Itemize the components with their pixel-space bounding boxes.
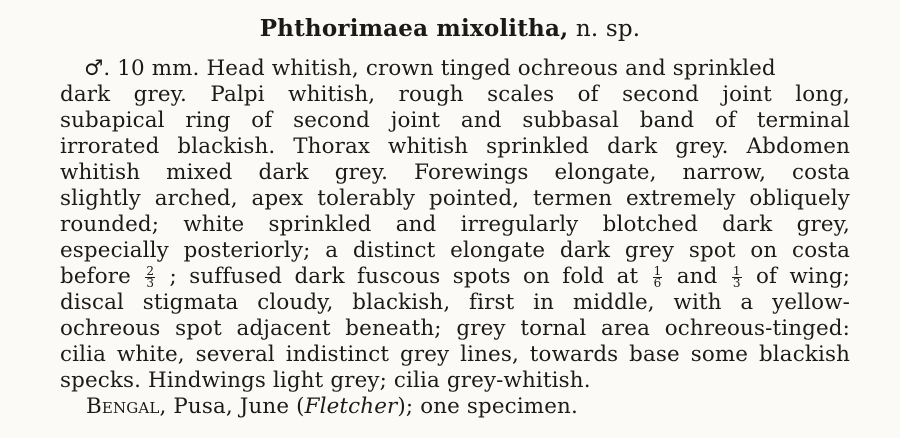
description-line-9 xyxy=(60,264,850,290)
species-name: Phthorimaea mixolitha, xyxy=(259,15,569,42)
description-line-4: irrorated blackish. Thorax whitish sprinkled dark grey. Abdomen xyxy=(60,134,850,159)
description-line-11: ochreous spot adjacent beneath; grey tornal area ochreous-tinged: xyxy=(60,316,850,341)
description-line-2: dark grey. Palpi whitish, rough scales of second joint long, xyxy=(60,82,850,107)
description-line-12: cilia white, several indistinct grey lines, towards base some blackish xyxy=(60,342,850,367)
line9-after: of wing; xyxy=(756,264,851,289)
species-heading xyxy=(0,14,900,44)
description-line-5: whitish mixed dark grey. Forewings elongate, narrow, costa xyxy=(60,160,850,185)
fraction-numerator: 2 xyxy=(146,263,155,278)
description-line-8: especially posteriorly; a distinct elongate dark grey spot on costa xyxy=(60,238,850,263)
fraction-denominator: 3 xyxy=(732,275,741,290)
line9-middle: ; suffused dark fuscous spots on fold at xyxy=(169,264,639,289)
fraction-denominator: 3 xyxy=(146,275,155,290)
line9-before: before xyxy=(60,264,131,289)
description-line-1: ♂. 10 mm. Head whitish, crown tinged ochreous and sprinkled xyxy=(84,56,776,81)
new-species-mark: n. sp. xyxy=(575,16,641,42)
fraction-denominator: 6 xyxy=(653,275,662,290)
locality-place: Pusa, June ( xyxy=(173,394,305,419)
locality-end: ); one specimen. xyxy=(397,394,578,419)
description-line-6: slightly arched, apex tolerably pointed, termen extremely obliquely xyxy=(60,186,850,211)
fraction-numerator: 1 xyxy=(732,263,741,278)
description-line-13: specks. Hindwings light grey; cilia grey-whitish. xyxy=(60,368,591,393)
fraction-two-thirds xyxy=(145,263,155,290)
description-line-10: discal stigmata cloudy, blackish, first in middle, with a yellow- xyxy=(60,290,850,315)
locality-region: Bengal, xyxy=(86,394,167,419)
description-line-3: subapical ring of second joint and subbasal band of terminal xyxy=(60,108,850,133)
description-line-7: rounded; white sprinkled and irregularly blotched dark grey, xyxy=(60,212,850,237)
line9-and: and xyxy=(676,264,718,289)
fraction-numerator: 1 xyxy=(653,263,662,278)
locality-line xyxy=(86,394,876,420)
collector-name: Fletcher xyxy=(304,394,398,419)
fraction-one-third xyxy=(732,263,742,290)
fraction-one-sixth xyxy=(653,263,663,290)
